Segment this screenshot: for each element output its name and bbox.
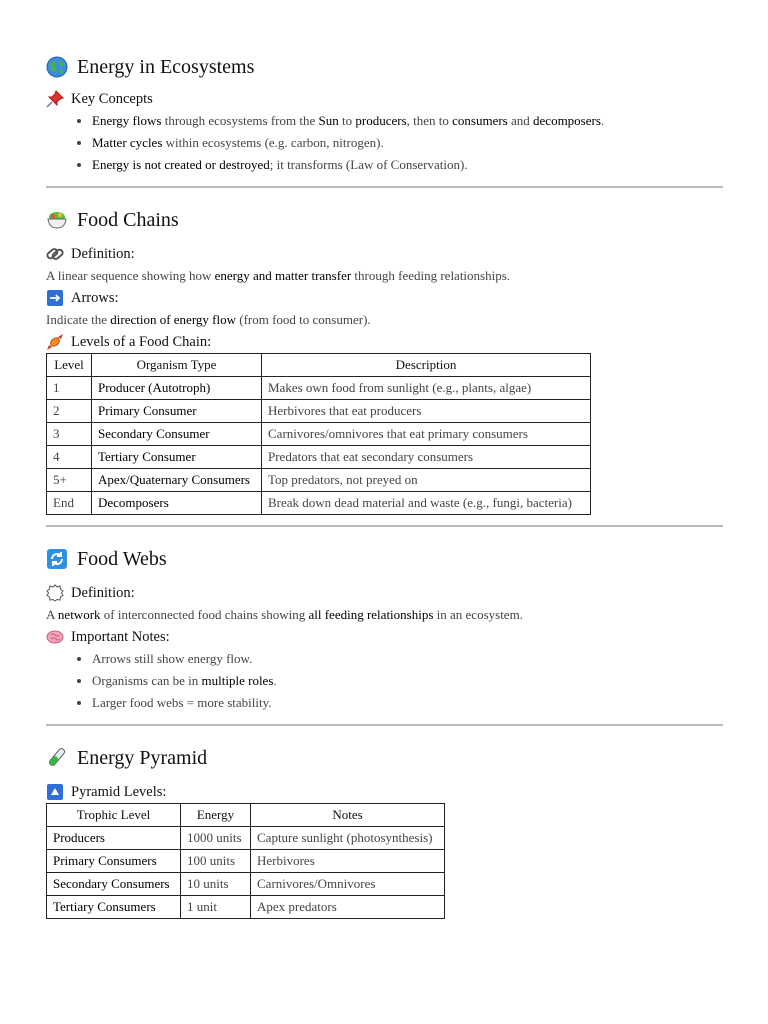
list-item: • Larger food webs = more stability.	[92, 692, 723, 714]
list-item	[92, 110, 723, 132]
text: ; it transforms (Law of Conservation).	[269, 157, 468, 172]
column-header: Description	[262, 354, 591, 377]
link-icon	[46, 245, 64, 263]
candy-icon	[46, 333, 64, 351]
term: producers	[355, 113, 407, 128]
refresh-icon	[46, 548, 68, 570]
cell: 5+	[47, 469, 92, 492]
cell: 2	[47, 400, 92, 423]
term: all feeding relationships	[308, 607, 434, 622]
table-header-row	[47, 804, 445, 827]
table-row	[47, 873, 445, 896]
section-heading-energy-in-ecosystems	[46, 50, 723, 84]
section-title: Food Webs	[77, 547, 167, 570]
cell: Makes own food from sunlight (e.g., plants, algae)	[262, 377, 591, 400]
term: Energy flows	[92, 113, 162, 128]
cell: Tertiary Consumers	[47, 896, 181, 919]
cell: Top predators, not preyed on	[262, 469, 591, 492]
cell: Tertiary Consumer	[92, 446, 262, 469]
cell: Carnivores/Omnivores	[251, 873, 445, 896]
definition-label: Definition:	[71, 245, 135, 262]
column-header: Organism Type	[92, 354, 262, 377]
table-row	[47, 827, 445, 850]
cell: Primary Consumers	[47, 850, 181, 873]
cell: 4	[47, 446, 92, 469]
term: multiple roles	[201, 673, 274, 688]
section-heading-food-chains	[46, 203, 723, 237]
column-header: Notes	[251, 804, 445, 827]
table-row	[47, 896, 445, 919]
brain-icon	[46, 628, 64, 646]
divider	[46, 525, 723, 527]
subheading-key-concepts	[46, 88, 723, 110]
cell: Herbivores	[251, 850, 445, 873]
cell: Secondary Consumer	[92, 423, 262, 446]
pushpin-icon	[46, 90, 64, 108]
definition-text	[46, 604, 723, 626]
subheading-definition	[46, 582, 723, 604]
term: direction of energy flow	[110, 312, 236, 327]
cell: Herbivores that eat producers	[262, 400, 591, 423]
table-row	[47, 469, 591, 492]
term: network	[57, 607, 101, 622]
cell: 100 units	[181, 850, 251, 873]
cell: 1000 units	[181, 827, 251, 850]
cell: Capture sunlight (photosynthesis)	[251, 827, 445, 850]
cell: 10 units	[181, 873, 251, 896]
divider	[46, 186, 723, 188]
table-row	[47, 423, 591, 446]
text: .	[273, 673, 277, 688]
column-header: Energy	[181, 804, 251, 827]
text: Indicate the	[46, 312, 111, 327]
definition-label: Definition:	[71, 584, 135, 601]
text: (from food to consumer).	[236, 312, 371, 327]
text: through ecosystems from the	[161, 113, 319, 128]
term: Matter cycles	[92, 135, 163, 150]
levels-label: Levels of a Food Chain:	[71, 333, 212, 350]
cell: Producer (Autotroph)	[92, 377, 262, 400]
arrows-text	[46, 309, 723, 331]
cell: 1 unit	[181, 896, 251, 919]
divider	[46, 724, 723, 726]
cell: Decomposers	[92, 492, 262, 515]
list-item	[92, 154, 723, 176]
list-item	[92, 132, 723, 154]
food-chain-table	[46, 353, 591, 515]
text: in an ecosystem.	[433, 607, 523, 622]
right-arrow-icon	[46, 289, 64, 307]
term: consumers	[452, 113, 508, 128]
text: A linear sequence showing how	[46, 268, 215, 283]
test-tube-icon	[46, 747, 68, 769]
table-header-row	[47, 354, 591, 377]
cell: Apex predators	[251, 896, 445, 919]
text: Organisms can be in	[92, 673, 202, 688]
text: A	[46, 607, 58, 622]
text: and	[507, 113, 534, 128]
important-notes-label: Important Notes:	[71, 628, 170, 645]
subheading-levels	[46, 331, 723, 353]
table-row	[47, 850, 445, 873]
subheading-important-notes	[46, 626, 723, 648]
column-header: Level	[47, 354, 92, 377]
cell: 3	[47, 423, 92, 446]
term: Sun	[318, 113, 339, 128]
section-heading-food-webs	[46, 542, 723, 576]
section-title: Food Chains	[77, 208, 179, 231]
list-item: • Arrows still show energy flow.	[92, 648, 723, 670]
cell: Predators that eat secondary consumers	[262, 446, 591, 469]
key-concepts-label: Key Concepts	[71, 90, 153, 107]
cell: Primary Consumer	[92, 400, 262, 423]
section-title: Energy Pyramid	[77, 746, 208, 769]
cell: 1	[47, 377, 92, 400]
list-item	[92, 670, 723, 692]
cell: Apex/Quaternary Consumers	[92, 469, 262, 492]
cell: Secondary Consumers	[47, 873, 181, 896]
document	[46, 50, 723, 919]
globe-icon	[46, 56, 68, 78]
cell: Break down dead material and waste (e.g., fungi, bacteria)	[262, 492, 591, 515]
text: to	[338, 113, 356, 128]
text: within ecosystems (e.g. carbon, nitrogen).	[162, 135, 384, 150]
text: .	[600, 113, 605, 128]
text: , then to	[406, 113, 453, 128]
section-heading-energy-pyramid	[46, 741, 723, 775]
definition-text	[46, 265, 723, 287]
subheading-pyramid-levels	[46, 781, 723, 803]
text: through feeding relationships.	[351, 268, 511, 283]
energy-pyramid-table	[46, 803, 445, 919]
section-title: Energy in Ecosystems	[77, 55, 255, 78]
arrows-label: Arrows:	[71, 289, 119, 306]
cell: Producers	[47, 827, 181, 850]
badge-icon	[46, 584, 64, 602]
cell: Carnivores/omnivores that eat primary consumers	[262, 423, 591, 446]
notes-list	[46, 648, 723, 714]
column-header: Trophic Level	[47, 804, 181, 827]
key-concepts-list	[46, 110, 723, 176]
subheading-definition	[46, 243, 723, 265]
cell: End	[47, 492, 92, 515]
table-row	[47, 400, 591, 423]
table-row	[47, 446, 591, 469]
salad-icon	[46, 209, 68, 231]
term: decomposers	[533, 113, 601, 128]
subheading-arrows	[46, 287, 723, 309]
table-row	[47, 377, 591, 400]
text: of interconnected food chains showing	[100, 607, 309, 622]
term: energy and matter transfer	[214, 268, 352, 283]
term: Energy is not created or destroyed	[92, 157, 270, 172]
table-row	[47, 492, 591, 515]
up-triangle-icon	[46, 783, 64, 801]
pyramid-levels-label: Pyramid Levels:	[71, 783, 167, 800]
